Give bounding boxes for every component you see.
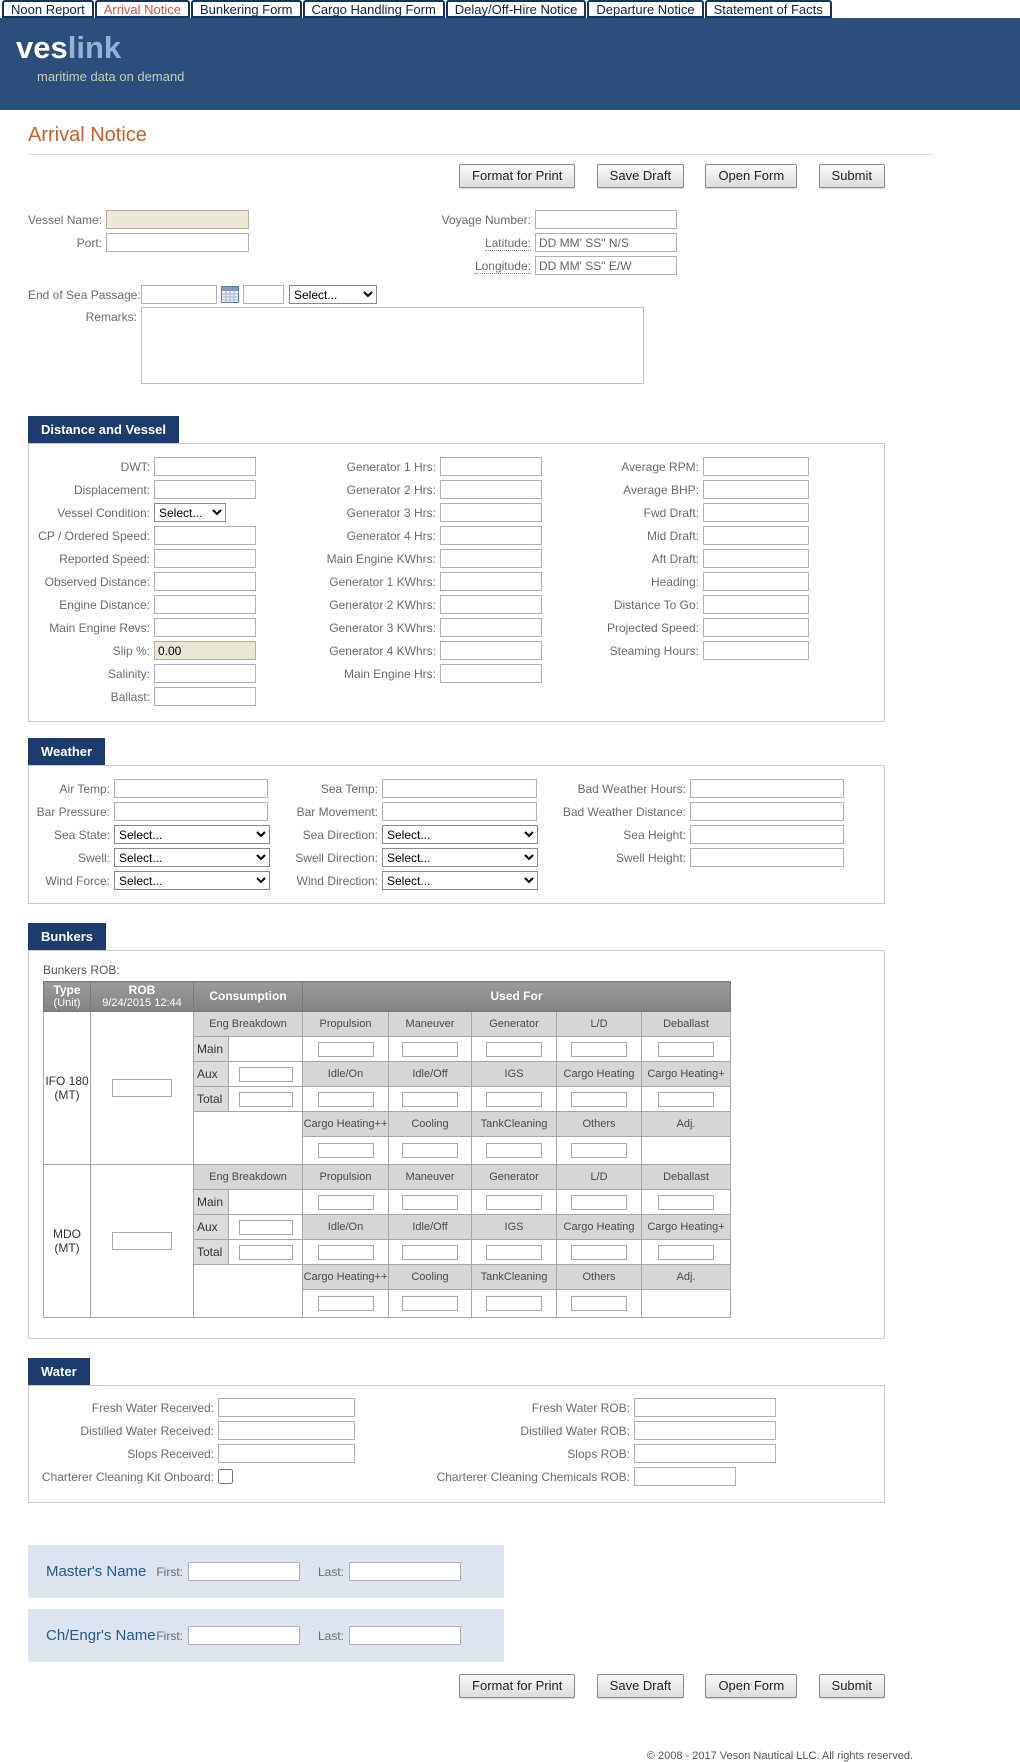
wind-force-select[interactable] <box>114 871 270 890</box>
distance-to-go-label: Distance To Go: <box>613 597 699 612</box>
used-for-header: Maneuver <box>389 1012 472 1037</box>
aft-draft-input[interactable] <box>703 549 809 568</box>
mdo-cargo-heating-pp-input[interactable] <box>318 1296 374 1311</box>
average-rpm-label: Average RPM: <box>621 459 699 474</box>
used-for-header: Deballast <box>642 1165 731 1190</box>
projected-speed-input[interactable] <box>703 618 809 637</box>
used-for-header: Deballast <box>642 1012 731 1037</box>
generator-4-hrs-input[interactable] <box>440 526 542 545</box>
ifo-generator-input[interactable] <box>486 1042 542 1057</box>
engine-distance-input[interactable] <box>154 595 256 614</box>
ifo-total-input[interactable] <box>239 1092 293 1107</box>
reported-speed-input[interactable] <box>154 549 256 568</box>
last-name-label: Last: <box>317 1628 344 1643</box>
ballast-label: Ballast: <box>110 689 150 704</box>
submit-button[interactable]: Submit <box>819 1674 885 1698</box>
wind-direction-select[interactable] <box>382 871 538 890</box>
eosp-time-input[interactable] <box>243 285 284 304</box>
mdo-cooling-input[interactable] <box>402 1296 458 1311</box>
ifo-aux-input[interactable] <box>239 1067 293 1082</box>
steaming-hours-label: Steaming Hours: <box>609 643 699 658</box>
distance-to-go-input[interactable] <box>703 595 809 614</box>
eng-row-label: Aux <box>194 1062 229 1087</box>
tab-noon-report[interactable]: Noon Report <box>2 0 94 18</box>
fresh-water-rob-label: Fresh Water ROB: <box>531 1400 630 1415</box>
generator-1-hrs-label: Generator 1 Hrs: <box>346 459 436 474</box>
used-for-header: IGS <box>472 1215 557 1240</box>
main-engine-kwhrs-input[interactable] <box>440 549 542 568</box>
used-for-header: Idle/Off <box>389 1062 472 1087</box>
calendar-icon[interactable] <box>221 286 239 303</box>
charterer-cleaning-kit-checkbox[interactable] <box>218 1469 233 1484</box>
bad-weather-distance-label: Bad Weather Distance: <box>562 804 686 819</box>
eng-row-label: Total <box>194 1240 229 1265</box>
remarks-label: Remarks: <box>85 310 137 324</box>
vessel-condition-label: Vessel Condition: <box>57 505 150 520</box>
generator-2-hrs-label: Generator 2 Hrs: <box>346 482 436 497</box>
ifo-cooling-input[interactable] <box>402 1143 458 1158</box>
ifo-deballast-input[interactable] <box>658 1042 714 1057</box>
bar-pressure-label: Bar Pressure: <box>36 804 110 819</box>
main-engine-kwhrs-label: Main Engine KWhrs: <box>326 551 436 566</box>
longitude-label: Longitude: <box>474 258 531 273</box>
eng-breakdown-header: Eng Breakdown <box>194 1165 303 1190</box>
swell-select[interactable] <box>114 848 270 867</box>
sea-state-select[interactable] <box>114 825 270 844</box>
master-first-name-input[interactable] <box>188 1562 300 1581</box>
ballast-input[interactable] <box>154 687 256 706</box>
generator-3-hrs-label: Generator 3 Hrs: <box>346 505 436 520</box>
used-for-header: TankCleaning <box>472 1265 557 1290</box>
slops-rob-label: Slops ROB: <box>567 1446 630 1461</box>
used-for-header: L/D <box>557 1165 642 1190</box>
bar-movement-label: Bar Movement: <box>296 804 378 819</box>
ifo-tankcleaning-input[interactable] <box>486 1143 542 1158</box>
ifo-propulsion-input[interactable] <box>318 1042 374 1057</box>
generator-4-hrs-label: Generator 4 Hrs: <box>346 528 436 543</box>
port-label: Port: <box>76 235 102 250</box>
sea-temp-label: Sea Temp: <box>320 781 378 796</box>
ifo-ld-input[interactable] <box>571 1042 627 1057</box>
generator-4-kwhrs-label: Generator 4 KWhrs: <box>329 643 436 658</box>
col-header-used-for: Used For <box>303 982 731 1012</box>
section-tab-bunkers: Bunkers <box>28 923 106 951</box>
generator-1-kwhrs-label: Generator 1 KWhrs: <box>329 574 436 589</box>
header-form <box>28 210 933 394</box>
fwd-draft-input[interactable] <box>703 503 809 522</box>
section-tab-water: Water <box>28 1358 90 1386</box>
top-tab-bar <box>0 0 1020 18</box>
generator-1-hrs-input[interactable] <box>440 457 542 476</box>
used-for-header: Adj. <box>642 1112 731 1137</box>
bottom-action-bar <box>28 1674 885 1698</box>
observed-distance-input[interactable] <box>154 572 256 591</box>
used-for-header: Generator <box>472 1165 557 1190</box>
chief-engineers-name-heading: Ch/Engr's Name <box>46 1627 156 1644</box>
ifo-cargo-heating-input[interactable] <box>571 1092 627 1107</box>
used-for-header: Cooling <box>389 1265 472 1290</box>
copyright-footer: © 2008 - 2017 Veson Nautical LLC. All rights reserved. <box>646 1750 913 1762</box>
veslink-logo: veslink <box>16 30 122 65</box>
remarks-textarea[interactable] <box>141 307 644 384</box>
projected-speed-label: Projected Speed: <box>606 620 699 635</box>
generator-1-kwhrs-input[interactable] <box>440 572 542 591</box>
used-for-header: IGS <box>472 1062 557 1087</box>
master-last-name-input[interactable] <box>349 1562 461 1581</box>
eosp-date-input[interactable] <box>141 285 217 304</box>
wind-direction-label: Wind Direction: <box>296 873 378 888</box>
engine-distance-label: Engine Distance: <box>59 597 150 612</box>
cp-ordered-speed-label: CP / Ordered Speed: <box>38 528 150 543</box>
used-for-header: Idle/On <box>303 1215 389 1240</box>
used-for-header: Cargo Heating+ <box>642 1215 731 1240</box>
heading-label: Heading: <box>650 574 699 589</box>
used-for-header: Cargo Heating++ <box>303 1265 389 1290</box>
eosp-zone-select[interactable] <box>289 285 377 304</box>
charterer-cleaning-chemicals-rob-input[interactable] <box>634 1467 736 1486</box>
mdo-cargo-heating-input[interactable] <box>571 1245 627 1260</box>
used-for-header: Adj. <box>642 1265 731 1290</box>
bunkers-table <box>43 981 731 1318</box>
dwt-input[interactable] <box>154 457 256 476</box>
bad-weather-hours-label: Bad Weather Hours: <box>577 781 686 796</box>
mdo-aux-input[interactable] <box>239 1220 293 1235</box>
average-rpm-input[interactable] <box>703 457 809 476</box>
main-engine-revs-input[interactable] <box>154 618 256 637</box>
mdo-rob-input[interactable] <box>112 1232 172 1250</box>
displacement-label: Displacement: <box>73 482 150 497</box>
ifo-rob-input[interactable] <box>112 1079 172 1097</box>
sea-state-label: Sea State: <box>53 827 110 842</box>
distilled-water-received-input[interactable] <box>218 1421 355 1440</box>
used-for-header: Propulsion <box>303 1165 389 1190</box>
mdo-maneuver-input[interactable] <box>402 1195 458 1210</box>
tab-cargo-handling-form[interactable]: Cargo Handling Form <box>303 0 445 18</box>
save-draft-button[interactable]: Save Draft <box>597 1674 684 1698</box>
observed-distance-label: Observed Distance: <box>44 574 150 589</box>
wind-force-label: Wind Force: <box>45 873 110 888</box>
longitude-input[interactable] <box>535 256 677 275</box>
distilled-water-received-label: Distilled Water Received: <box>80 1423 214 1438</box>
slip-label: Slip %: <box>112 643 150 658</box>
tab-statement-of-facts[interactable]: Statement of Facts <box>705 0 832 18</box>
mdo-total-input[interactable] <box>239 1245 293 1260</box>
swell-height-input[interactable] <box>690 848 844 867</box>
displacement-input[interactable] <box>154 480 256 499</box>
main-engine-hrs-label: Main Engine Hrs: <box>343 666 436 681</box>
tab-departure-notice[interactable]: Departure Notice <box>587 0 703 18</box>
generator-2-kwhrs-label: Generator 2 KWhrs: <box>329 597 436 612</box>
vessel-name-label: Vessel Name: <box>28 212 103 227</box>
latitude-input[interactable] <box>535 233 677 252</box>
mdo-propulsion-input[interactable] <box>318 1195 374 1210</box>
used-for-header: Maneuver <box>389 1165 472 1190</box>
charterer-cleaning-chemicals-rob-label: Charterer Cleaning Chemicals ROB: <box>436 1469 630 1484</box>
sea-temp-input[interactable] <box>382 779 537 798</box>
air-temp-input[interactable] <box>114 779 268 798</box>
heading-input[interactable] <box>703 572 809 591</box>
open-form-button[interactable]: Open Form <box>705 1674 797 1698</box>
bar-pressure-input[interactable] <box>114 802 268 821</box>
vessel-name-input[interactable] <box>106 210 249 229</box>
salinity-input[interactable] <box>154 664 256 683</box>
masters-name-heading: Master's Name <box>46 1563 147 1580</box>
mid-draft-input[interactable] <box>703 526 809 545</box>
section-weather <box>28 737 1020 904</box>
sea-direction-select[interactable] <box>382 825 538 844</box>
fresh-water-received-input[interactable] <box>218 1398 355 1417</box>
fresh-water-rob-input[interactable] <box>634 1398 776 1417</box>
section-tab-distance-and-vessel: Distance and Vessel <box>28 416 179 444</box>
masters-name-box <box>28 1545 504 1598</box>
tab-delay-offhire-notice[interactable]: Delay/Off-Hire Notice <box>446 0 587 18</box>
col-header-type: Type (Unit) <box>44 982 91 1012</box>
swell-height-label: Swell Height: <box>615 850 686 865</box>
steaming-hours-input[interactable] <box>703 641 809 660</box>
top-action-bar <box>28 164 885 188</box>
engineer-first-name-input[interactable] <box>188 1626 300 1645</box>
eng-row-label: Total <box>194 1087 229 1112</box>
slops-received-input[interactable] <box>218 1444 355 1463</box>
used-for-header: TankCleaning <box>472 1112 557 1137</box>
used-for-header: Cargo Heating+ <box>642 1062 731 1087</box>
section-water <box>28 1357 1020 1503</box>
swell-direction-select[interactable] <box>382 848 538 867</box>
port-input[interactable] <box>106 233 249 252</box>
used-for-header: Idle/On <box>303 1062 389 1087</box>
last-name-label: Last: <box>317 1564 344 1579</box>
reported-speed-label: Reported Speed: <box>59 551 150 566</box>
used-for-header: Cargo Heating++ <box>303 1112 389 1137</box>
used-for-header: Others <box>557 1112 642 1137</box>
mdo-others-input[interactable] <box>571 1296 627 1311</box>
mdo-tankcleaning-input[interactable] <box>486 1296 542 1311</box>
bad-weather-distance-input[interactable] <box>690 802 844 821</box>
open-form-button[interactable]: Open Form <box>705 164 797 188</box>
slops-received-label: Slops Received: <box>127 1446 214 1461</box>
eng-row-label: Aux <box>194 1215 229 1240</box>
mdo-idle-on-input[interactable] <box>318 1245 374 1260</box>
tab-bunkering-form[interactable]: Bunkering Form <box>191 0 301 18</box>
tab-arrival-notice[interactable]: Arrival Notice <box>95 0 190 18</box>
fwd-draft-label: Fwd Draft: <box>643 505 699 520</box>
mdo-deballast-input[interactable] <box>658 1195 714 1210</box>
ifo-igs-input[interactable] <box>486 1092 542 1107</box>
mid-draft-label: Mid Draft: <box>646 528 699 543</box>
save-draft-button[interactable]: Save Draft <box>597 164 684 188</box>
format-for-print-button[interactable]: Format for Print <box>459 1674 575 1698</box>
sea-height-label: Sea Height: <box>623 827 686 842</box>
col-header-rob: ROB 9/24/2015 12:44 <box>91 982 194 1012</box>
bar-movement-input[interactable] <box>382 802 537 821</box>
section-distance-and-vessel <box>28 415 1020 722</box>
average-bhp-input[interactable] <box>703 480 809 499</box>
chief-engineers-name-box <box>28 1609 504 1662</box>
swell-label: Swell: <box>77 850 110 865</box>
used-for-header: Cargo Heating <box>557 1062 642 1087</box>
col-header-consumption: Consumption <box>194 982 303 1012</box>
mdo-igs-input[interactable] <box>486 1245 542 1260</box>
cp-ordered-speed-input[interactable] <box>154 526 256 545</box>
fresh-water-received-label: Fresh Water Received: <box>91 1400 214 1415</box>
generator-3-hrs-input[interactable] <box>440 503 542 522</box>
section-tab-weather: Weather <box>28 738 105 766</box>
ifo-maneuver-input[interactable] <box>402 1042 458 1057</box>
distilled-water-rob-input[interactable] <box>634 1421 776 1440</box>
eosp-label: End of Sea Passage: <box>28 287 141 302</box>
used-for-header: Idle/Off <box>389 1215 472 1240</box>
eng-row-label: Main <box>194 1190 229 1215</box>
used-for-header: Others <box>557 1265 642 1290</box>
generator-2-kwhrs-input[interactable] <box>440 595 542 614</box>
used-for-header: Propulsion <box>303 1012 389 1037</box>
sea-height-input[interactable] <box>690 825 844 844</box>
used-for-header: L/D <box>557 1012 642 1037</box>
ifo-others-input[interactable] <box>571 1143 627 1158</box>
format-for-print-button[interactable]: Format for Print <box>459 164 575 188</box>
used-for-header: Generator <box>472 1012 557 1037</box>
section-bunkers <box>28 922 1020 1339</box>
fuel-type-ifo180: IFO 180 (MT) <box>44 1012 91 1165</box>
bad-weather-hours-input[interactable] <box>690 779 844 798</box>
swell-direction-label: Swell Direction: <box>295 850 378 865</box>
mdo-ld-input[interactable] <box>571 1195 627 1210</box>
ifo-cargo-heating-plus-input[interactable] <box>658 1092 714 1107</box>
ifo-idle-on-input[interactable] <box>318 1092 374 1107</box>
page-title: Arrival Notice <box>28 124 933 155</box>
fuel-type-mdo: MDO (MT) <box>44 1165 91 1318</box>
eng-breakdown-header: Eng Breakdown <box>194 1012 303 1037</box>
mdo-idle-off-input[interactable] <box>402 1245 458 1260</box>
bunkers-rob-caption: Bunkers ROB: <box>43 963 120 977</box>
generator-2-hrs-input[interactable] <box>440 480 542 499</box>
vessel-condition-select[interactable] <box>154 503 226 522</box>
tagline: maritime data on demand <box>37 69 185 84</box>
main-engine-revs-label: Main Engine Revs: <box>49 620 150 635</box>
first-name-label: First: <box>156 1564 183 1579</box>
voyage-number-label: Voyage Number: <box>441 212 531 227</box>
first-name-label: First: <box>156 1628 183 1643</box>
generator-4-kwhrs-input[interactable] <box>440 641 542 660</box>
dwt-label: DWT: <box>120 459 150 474</box>
used-for-header: Cargo Heating <box>557 1215 642 1240</box>
eng-row-label: Main <box>194 1037 229 1062</box>
used-for-header: Cooling <box>389 1112 472 1137</box>
mdo-generator-input[interactable] <box>486 1195 542 1210</box>
slops-rob-input[interactable] <box>634 1444 776 1463</box>
engineer-last-name-input[interactable] <box>349 1626 461 1645</box>
generator-3-kwhrs-input[interactable] <box>440 618 542 637</box>
slip-input[interactable] <box>154 641 256 660</box>
submit-button[interactable]: Submit <box>819 164 885 188</box>
latitude-label: Latitude: <box>484 235 531 250</box>
salinity-label: Salinity: <box>107 666 150 681</box>
generator-3-kwhrs-label: Generator 3 KWhrs: <box>329 620 436 635</box>
charterer-cleaning-kit-label: Charterer Cleaning Kit Onboard: <box>41 1469 214 1484</box>
main-engine-hrs-input[interactable] <box>440 664 542 683</box>
ifo-cargo-heating-pp-input[interactable] <box>318 1143 374 1158</box>
masthead <box>0 18 1020 110</box>
voyage-number-input[interactable] <box>535 210 677 229</box>
aft-draft-label: Aft Draft: <box>651 551 699 566</box>
average-bhp-label: Average BHP: <box>623 482 699 497</box>
air-temp-label: Air Temp: <box>59 781 110 796</box>
sea-direction-label: Sea Direction: <box>302 827 378 842</box>
distilled-water-rob-label: Distilled Water ROB: <box>520 1423 630 1438</box>
ifo-idle-off-input[interactable] <box>402 1092 458 1107</box>
mdo-cargo-heating-plus-input[interactable] <box>658 1245 714 1260</box>
